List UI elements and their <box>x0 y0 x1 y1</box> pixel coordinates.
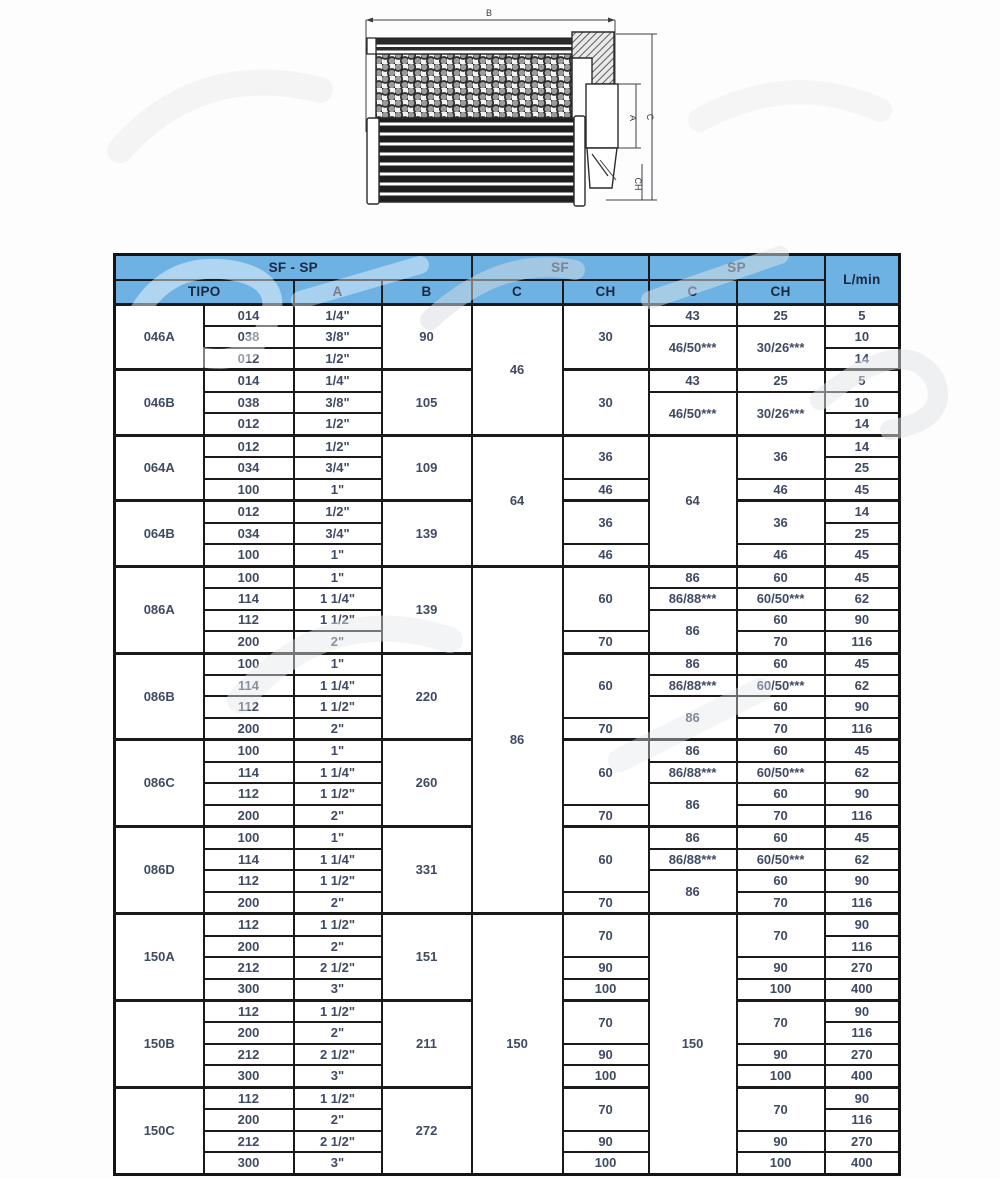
cell-a: 1 1/4" <box>294 849 382 870</box>
cell-num: 100 <box>204 479 294 501</box>
cell-lmin: 90 <box>825 914 900 936</box>
header-sf-sp: SF - SP <box>115 255 472 280</box>
cell-lmin: 5 <box>825 305 900 327</box>
cell-spch: 70 <box>737 1001 825 1044</box>
cell-b: 139 <box>382 566 472 653</box>
cell-lmin: 45 <box>825 827 900 849</box>
cell-spc: 46/50*** <box>649 392 737 435</box>
cell-spch: 46 <box>737 479 825 501</box>
cell-num: 034 <box>204 457 294 478</box>
cell-spch: 36 <box>737 435 825 478</box>
cell-a: 3/8" <box>294 392 382 413</box>
cell-a: 2" <box>294 936 382 957</box>
cell-lmin: 116 <box>825 1109 900 1130</box>
cell-sfch: 90 <box>563 957 649 978</box>
cell-lmin: 270 <box>825 1131 900 1152</box>
cell-lmin: 10 <box>825 326 900 347</box>
cell-spch: 60/50*** <box>737 588 825 609</box>
cell-sfch: 70 <box>563 1001 649 1044</box>
cell-lmin: 400 <box>825 1065 900 1087</box>
cell-num: 100 <box>204 653 294 675</box>
cell-a: 2" <box>294 805 382 827</box>
cell-a: 1" <box>294 544 382 566</box>
cell-num: 100 <box>204 544 294 566</box>
cell-sfch: 46 <box>563 479 649 501</box>
cell-a: 1" <box>294 653 382 675</box>
cell-lmin: 5 <box>825 370 900 392</box>
cell-sfch: 60 <box>563 827 649 892</box>
cell-spch: 70 <box>737 805 825 827</box>
cell-num: 012 <box>204 501 294 523</box>
cell-lmin: 14 <box>825 501 900 523</box>
cell-a: 1 1/2" <box>294 1001 382 1023</box>
cell-spc: 86 <box>649 783 737 826</box>
cell-a: 1 1/2" <box>294 696 382 717</box>
cell-spc: 43 <box>649 370 737 392</box>
cell-lmin: 45 <box>825 653 900 675</box>
cell-lmin: 90 <box>825 610 900 631</box>
cell-lmin: 45 <box>825 566 900 588</box>
cell-spch: 25 <box>737 370 825 392</box>
cell-num: 038 <box>204 392 294 413</box>
header-sp-ch: CH <box>737 280 825 305</box>
cell-sfch: 90 <box>563 1044 649 1065</box>
cell-tipo: 064A <box>115 435 204 500</box>
cell-lmin: 45 <box>825 740 900 762</box>
dim-a-label: A <box>628 114 638 122</box>
cell-tipo: 086A <box>115 566 204 653</box>
table-row <box>115 566 900 588</box>
cell-a: 3/4" <box>294 523 382 544</box>
cell-a: 1 1/4" <box>294 588 382 609</box>
cell-num: 300 <box>204 979 294 1001</box>
header-sf-ch: CH <box>563 280 649 305</box>
cell-sfch: 60 <box>563 740 649 805</box>
table-row <box>115 914 900 936</box>
cell-a: 3" <box>294 979 382 1001</box>
cell-spc: 86/88*** <box>649 588 737 609</box>
cell-sfch: 36 <box>563 435 649 478</box>
cell-b: 211 <box>382 1001 472 1088</box>
cell-spch: 30/26*** <box>737 392 825 435</box>
cell-b: 272 <box>382 1087 472 1174</box>
cell-spc: 86 <box>649 566 737 588</box>
cell-a: 1/4" <box>294 370 382 392</box>
cell-a: 2" <box>294 631 382 653</box>
cell-tipo: 064B <box>115 501 204 566</box>
cell-spc: 86/88*** <box>649 762 737 783</box>
cell-spch: 90 <box>737 1131 825 1152</box>
cell-sfch: 70 <box>563 805 649 827</box>
header-a: A <box>294 280 382 305</box>
cell-sfch: 100 <box>563 1152 649 1174</box>
cell-spch: 60 <box>737 696 825 717</box>
cell-sfch: 70 <box>563 631 649 653</box>
cell-sfch: 60 <box>563 566 649 631</box>
cell-sfch: 30 <box>563 370 649 435</box>
spec-table-body <box>115 305 900 1175</box>
cell-tipo: 086B <box>115 653 204 740</box>
cell-a: 1" <box>294 566 382 588</box>
dim-ch-label: CH <box>633 177 643 191</box>
cell-sfch: 70 <box>563 892 649 914</box>
cell-spc: 86 <box>649 740 737 762</box>
cell-lmin: 90 <box>825 1087 900 1109</box>
cell-spch: 60 <box>737 610 825 631</box>
dim-b-label: B <box>485 8 493 18</box>
cell-spch: 30/26*** <box>737 326 825 369</box>
cell-lmin: 270 <box>825 957 900 978</box>
cell-spch: 70 <box>737 914 825 957</box>
cell-tipo: 150B <box>115 1001 204 1088</box>
dim-b-arrow-left <box>366 18 373 23</box>
cell-lmin: 116 <box>825 718 900 740</box>
table-row <box>115 435 900 457</box>
cell-num: 014 <box>204 305 294 327</box>
cell-sfc: 150 <box>472 914 563 1175</box>
cell-sfch: 70 <box>563 914 649 957</box>
cell-sfch: 70 <box>563 1087 649 1130</box>
cell-spch: 60 <box>737 783 825 804</box>
dim-b-arrow-right <box>608 18 615 23</box>
cell-spch: 25 <box>737 305 825 327</box>
cell-num: 114 <box>204 762 294 783</box>
cell-num: 200 <box>204 1109 294 1130</box>
cell-a: 2" <box>294 1109 382 1130</box>
cell-spch: 70 <box>737 892 825 914</box>
cell-spch: 100 <box>737 1065 825 1087</box>
cell-a: 1/2" <box>294 435 382 457</box>
cell-spch: 60 <box>737 653 825 675</box>
cell-a: 1 1/4" <box>294 675 382 696</box>
cell-num: 034 <box>204 523 294 544</box>
cell-a: 2 1/2" <box>294 1131 382 1152</box>
cell-num: 012 <box>204 435 294 457</box>
cell-sfc: 86 <box>472 566 563 914</box>
header-sp-c: C <box>649 280 737 305</box>
cell-a: 2 1/2" <box>294 957 382 978</box>
cell-num: 112 <box>204 870 294 891</box>
cell-num: 212 <box>204 1131 294 1152</box>
cell-num: 112 <box>204 696 294 717</box>
cell-a: 3/8" <box>294 326 382 347</box>
cell-lmin: 45 <box>825 479 900 501</box>
cell-num: 300 <box>204 1065 294 1087</box>
cell-num: 112 <box>204 1087 294 1109</box>
filter-body <box>366 32 618 206</box>
cell-lmin: 400 <box>825 1152 900 1174</box>
cell-b: 220 <box>382 653 472 740</box>
cell-spch: 60 <box>737 870 825 891</box>
cell-tipo: 150C <box>115 1087 204 1174</box>
cell-a: 1/2" <box>294 413 382 435</box>
spec-table-head <box>115 255 900 305</box>
cell-a: 1 1/2" <box>294 1087 382 1109</box>
cell-lmin: 25 <box>825 457 900 478</box>
header-sp: SP <box>649 255 825 280</box>
cell-num: 014 <box>204 370 294 392</box>
header-lmin: L/min <box>825 255 900 305</box>
cell-num: 200 <box>204 936 294 957</box>
cell-num: 200 <box>204 805 294 827</box>
cell-a: 3" <box>294 1065 382 1087</box>
cell-b: 331 <box>382 827 472 914</box>
cell-num: 112 <box>204 783 294 804</box>
cell-num: 212 <box>204 957 294 978</box>
cell-sfch: 30 <box>563 305 649 370</box>
cell-spch: 70 <box>737 718 825 740</box>
cell-num: 112 <box>204 610 294 631</box>
filter-drawing <box>356 4 688 218</box>
cell-a: 1 1/4" <box>294 762 382 783</box>
cell-lmin: 10 <box>825 392 900 413</box>
dim-c-label: C <box>645 113 655 121</box>
cell-spch: 60 <box>737 827 825 849</box>
cell-tipo: 046B <box>115 370 204 435</box>
cell-a: 1 1/2" <box>294 914 382 936</box>
cell-num: 114 <box>204 849 294 870</box>
cell-spch: 90 <box>737 957 825 978</box>
cell-num: 100 <box>204 566 294 588</box>
cell-lmin: 14 <box>825 413 900 435</box>
cell-a: 3/4" <box>294 457 382 478</box>
cell-lmin: 14 <box>825 435 900 457</box>
cell-num: 200 <box>204 718 294 740</box>
cell-num: 038 <box>204 326 294 347</box>
cell-spc: 150 <box>649 914 737 1175</box>
cell-lmin: 90 <box>825 696 900 717</box>
cell-spc: 43 <box>649 305 737 327</box>
cell-num: 212 <box>204 1044 294 1065</box>
cell-lmin: 116 <box>825 892 900 914</box>
cell-num: 100 <box>204 740 294 762</box>
cell-num: 112 <box>204 914 294 936</box>
header-sf-c: C <box>472 280 563 305</box>
cell-spch: 60/50*** <box>737 762 825 783</box>
cell-lmin: 400 <box>825 979 900 1001</box>
cell-b: 90 <box>382 305 472 370</box>
cell-lmin: 14 <box>825 348 900 370</box>
cell-sfch: 36 <box>563 501 649 544</box>
cell-spc: 86 <box>649 696 737 739</box>
cell-a: 1" <box>294 740 382 762</box>
cell-a: 1 1/2" <box>294 610 382 631</box>
cell-num: 100 <box>204 827 294 849</box>
spec-table-container <box>113 253 901 1176</box>
cell-lmin: 270 <box>825 1044 900 1065</box>
cell-spch: 60 <box>737 566 825 588</box>
cell-num: 012 <box>204 413 294 435</box>
cell-spch: 46 <box>737 544 825 566</box>
cell-tipo: 086C <box>115 740 204 827</box>
cell-b: 139 <box>382 501 472 566</box>
cell-a: 1/2" <box>294 348 382 370</box>
cell-sfch: 46 <box>563 544 649 566</box>
cell-lmin: 62 <box>825 675 900 696</box>
cell-a: 1/2" <box>294 501 382 523</box>
cell-spch: 70 <box>737 1087 825 1130</box>
cell-tipo: 150A <box>115 914 204 1001</box>
cell-sfch: 60 <box>563 653 649 718</box>
cell-num: 012 <box>204 348 294 370</box>
cell-sfch: 70 <box>563 718 649 740</box>
cell-a: 2 1/2" <box>294 1044 382 1065</box>
cell-lmin: 45 <box>825 544 900 566</box>
cell-a: 1 1/2" <box>294 870 382 891</box>
header-tipo: TIPO <box>115 280 294 305</box>
cell-num: 300 <box>204 1152 294 1174</box>
cell-tipo: 046A <box>115 305 204 370</box>
cell-lmin: 62 <box>825 849 900 870</box>
spec-table <box>113 253 901 1176</box>
header-row-columns <box>115 280 900 305</box>
cell-num: 200 <box>204 892 294 914</box>
cell-tipo: 086D <box>115 827 204 914</box>
cell-num: 200 <box>204 1022 294 1043</box>
cell-a: 1/4" <box>294 305 382 327</box>
cell-a: 2" <box>294 1022 382 1043</box>
cell-lmin: 116 <box>825 936 900 957</box>
cell-sfch: 90 <box>563 1131 649 1152</box>
cell-spc: 64 <box>649 435 737 566</box>
cell-spch: 36 <box>737 501 825 544</box>
cell-b: 105 <box>382 370 472 435</box>
cell-lmin: 62 <box>825 588 900 609</box>
cell-sfch: 100 <box>563 979 649 1001</box>
cell-spc: 86 <box>649 870 737 913</box>
cell-lmin: 116 <box>825 805 900 827</box>
cell-lmin: 90 <box>825 1001 900 1023</box>
header-sf: SF <box>472 255 649 280</box>
cell-spc: 86 <box>649 610 737 653</box>
cell-lmin: 25 <box>825 523 900 544</box>
cell-a: 1 1/2" <box>294 783 382 804</box>
cell-sfch: 100 <box>563 1065 649 1087</box>
cell-spch: 70 <box>737 631 825 653</box>
cell-b: 151 <box>382 914 472 1001</box>
header-row-groups <box>115 255 900 280</box>
cell-lmin: 116 <box>825 1022 900 1043</box>
cell-lmin: 116 <box>825 631 900 653</box>
cell-spch: 60/50*** <box>737 849 825 870</box>
cell-lmin: 90 <box>825 783 900 804</box>
cell-sfc: 64 <box>472 435 563 566</box>
cell-spc: 86/88*** <box>649 675 737 696</box>
cell-b: 109 <box>382 435 472 500</box>
table-row <box>115 305 900 327</box>
cell-spc: 46/50*** <box>649 326 737 369</box>
cell-sfc: 46 <box>472 305 563 436</box>
cell-spch: 100 <box>737 1152 825 1174</box>
cell-spch: 60 <box>737 740 825 762</box>
cell-a: 3" <box>294 1152 382 1174</box>
cell-b: 260 <box>382 740 472 827</box>
cell-lmin: 90 <box>825 870 900 891</box>
header-b: B <box>382 280 472 305</box>
cell-a: 2" <box>294 718 382 740</box>
cell-spch: 90 <box>737 1044 825 1065</box>
cell-a: 2" <box>294 892 382 914</box>
cell-spc: 86/88*** <box>649 849 737 870</box>
cell-spc: 86 <box>649 653 737 675</box>
cell-num: 200 <box>204 631 294 653</box>
cell-a: 1" <box>294 827 382 849</box>
cell-num: 114 <box>204 588 294 609</box>
cell-lmin: 62 <box>825 762 900 783</box>
cell-num: 112 <box>204 1001 294 1023</box>
cell-num: 114 <box>204 675 294 696</box>
cell-a: 1" <box>294 479 382 501</box>
cell-spch: 60/50*** <box>737 675 825 696</box>
cell-spch: 100 <box>737 979 825 1001</box>
cell-spc: 86 <box>649 827 737 849</box>
